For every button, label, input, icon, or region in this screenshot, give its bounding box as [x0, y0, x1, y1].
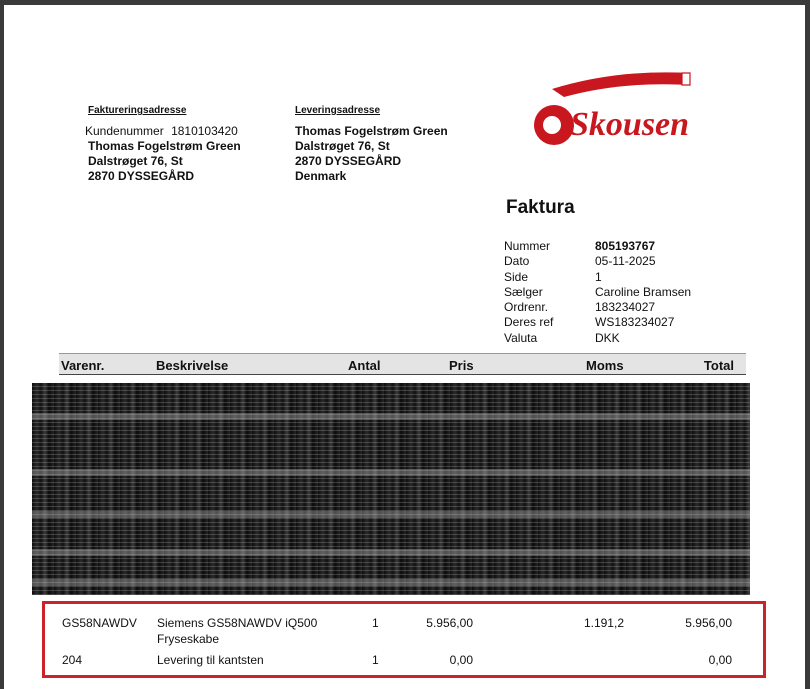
billing-name: Thomas Fogelstrøm Green [88, 139, 241, 153]
row-vat: 1.191,2 [583, 616, 624, 630]
col-quantity: Antal [348, 358, 381, 373]
col-price: Pris [449, 358, 474, 373]
col-vat: Moms [586, 358, 624, 373]
col-total: Total [703, 358, 734, 373]
delivery-name: Thomas Fogelstrøm Green [295, 124, 448, 138]
logo-wordmark: Skousen [570, 106, 690, 143]
delivery-city: 2870 DYSSEGÅRD [295, 154, 402, 168]
delivery-heading: Leveringsadresse [295, 105, 381, 116]
customer-number-value: 1810103420 [171, 124, 238, 138]
row-total: 0,00 [708, 653, 732, 667]
table-header [59, 353, 746, 375]
highlighted-lines [42, 601, 766, 678]
redacted-lines [32, 383, 750, 595]
row-quantity: 1 [372, 653, 379, 667]
meta-row: Sælger Caroline Bramsen [504, 284, 692, 299]
invoice-meta [504, 239, 691, 346]
row-item: 204 [62, 653, 83, 667]
meta-row: Valuta DKK [504, 330, 620, 345]
billing-heading: Faktureringsadresse [88, 105, 187, 116]
row-total: 5.956,00 [685, 616, 732, 630]
row-quantity: 1 [372, 616, 379, 630]
meta-row: Ordrenr. 183234027 [504, 300, 656, 315]
meta-row: Side 1 [504, 269, 602, 284]
invoice-page [4, 5, 805, 689]
meta-row: Deres ref WS183234027 [504, 315, 675, 330]
row-description: Levering til kantsten [157, 653, 264, 667]
col-description: Beskrivelse [156, 358, 229, 373]
skousen-logo [522, 67, 694, 159]
meta-row: Dato 05-11-2025 [504, 254, 656, 269]
delivery-country: Denmark [295, 169, 347, 183]
billing-address [85, 103, 241, 184]
document-title: Faktura [506, 197, 575, 218]
billing-street: Dalstrøget 76, St [88, 154, 183, 168]
billing-city: 2870 DYSSEGÅRD [88, 169, 195, 183]
row-item: GS58NAWDV [62, 616, 137, 630]
row-price: 0,00 [449, 653, 473, 667]
delivery-street: Dalstrøget 76, St [295, 139, 390, 153]
row-description-2: Fryseskabe [157, 632, 220, 646]
customer-number-label: Kundenummer [85, 124, 164, 138]
row-price: 5.956,00 [426, 616, 473, 630]
meta-row: Nummer 805193767 [504, 239, 656, 253]
row-description: Siemens GS58NAWDV iQ500 [157, 616, 318, 630]
col-item: Varenr. [61, 358, 105, 373]
customer-number [85, 124, 241, 139]
delivery-address [295, 103, 448, 184]
